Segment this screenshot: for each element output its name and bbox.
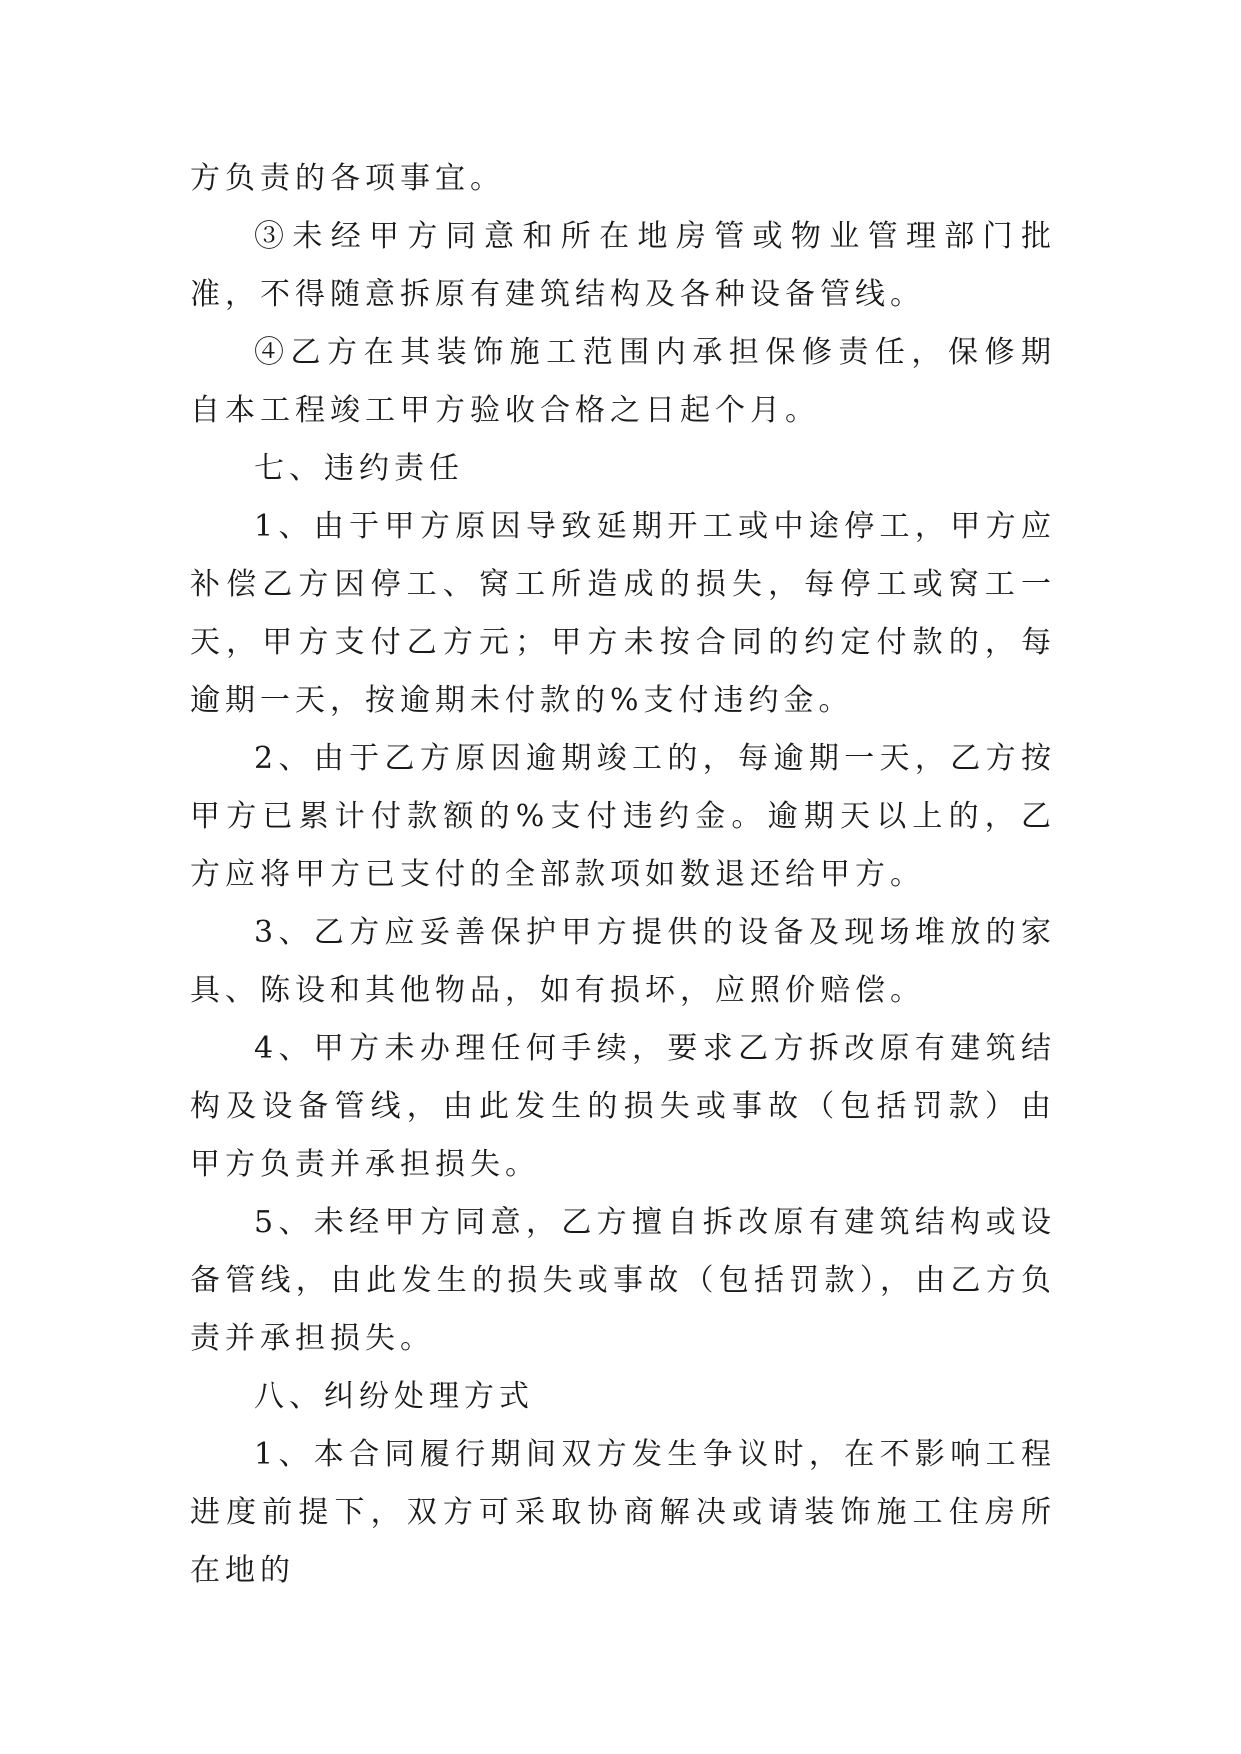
paragraph: ④乙方在其装饰施工范围内承担保修责任，保修期自本工程竣工甲方验收合格之日起个月。 [190,335,1056,428]
paragraph: ③未经甲方同意和所在地房管或物业管理部门批准，不得随意拆原有建筑结构及各种设备管线。 [190,219,1056,312]
paragraph: 3、乙方应妥善保护甲方提供的设备及现场堆放的家具、陈设和其他物品，如有损坏，应照价赔偿。 [190,915,1056,1008]
section-heading: 八、纠纷处理方式 [254,1379,534,1414]
section-heading: 七、违约责任 [254,451,464,486]
paragraph: 方负责的各项事宜。 [190,161,505,196]
document-body [190,150,1056,1600]
paragraph: 2、由于乙方原因逾期竣工的，每逾期一天，乙方按甲方已累计付款额的%支付违约金。逾期天以上的，乙方应将甲方已支付的全部款项如数退还给甲方。 [190,741,1056,892]
paragraph: 1、由于甲方原因导致延期开工或中途停工，甲方应补偿乙方因停工、窝工所造成的损失，每停工或窝工一天，甲方支付乙方元；甲方未按合同的约定付款的，每逾期一天，按逾期未付款的%支付违约金。 [190,509,1056,718]
paragraph: 1、本合同履行期间双方发生争议时，在不影响工程进度前提下，双方可采取协商解决或请装饰施工住房所在地的 [190,1437,1056,1588]
paragraph: 4、甲方未办理任何手续，要求乙方拆改原有建筑结构及设备管线，由此发生的损失或事故（包括罚款）由甲方负责并承担损失。 [190,1031,1056,1182]
paragraph: 5、未经甲方同意，乙方擅自拆改原有建筑结构或设备管线，由此发生的损失或事故（包括罚款），由乙方负责并承担损失。 [190,1205,1056,1356]
